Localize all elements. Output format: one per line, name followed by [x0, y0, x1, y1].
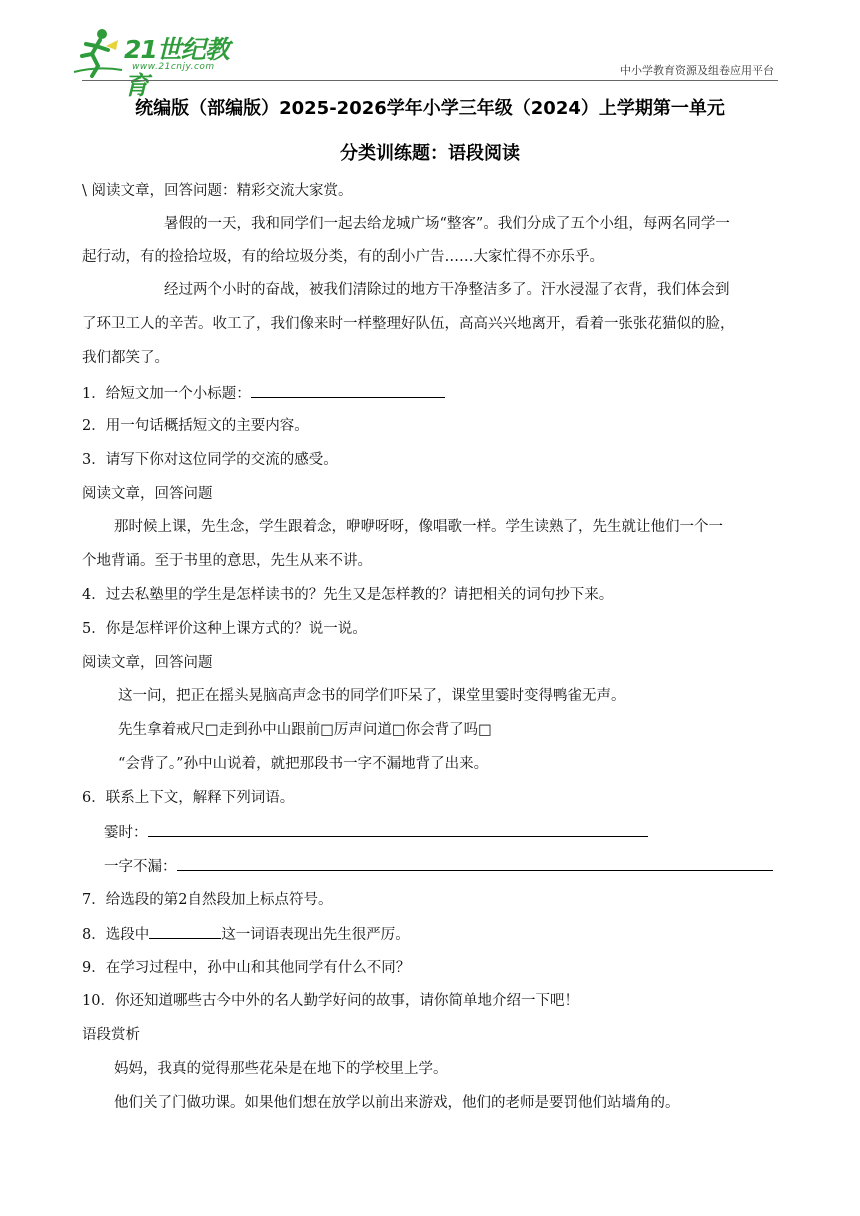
- answer-blank[interactable]: [177, 856, 773, 871]
- passage3-line: 这一问，把正在摇头晃脑高声念书的同学们吓呆了，课堂里霎时变得鸭雀无声。: [118, 688, 626, 704]
- question-6b-label: 一字不漏：: [104, 859, 177, 875]
- answer-blank[interactable]: [148, 822, 648, 837]
- passage4-line: 妈妈，我真的觉得那些花朵是在地下的学校里上学。: [114, 1061, 448, 1077]
- section-heading: 阅读文章，回答问题: [82, 486, 213, 502]
- question-5: 5．你是怎样评价这种上课方式的？说一说。: [82, 621, 367, 637]
- question-9: 9．在学习过程中，孙中山和其他同学有什么不同？: [82, 960, 411, 976]
- passage1-line: 暑假的一天，我和同学们一起去给龙城广场“整客”。我们分成了五个小组，每两名同学一: [164, 216, 730, 232]
- logo: [72, 26, 242, 100]
- passage2-line: 个地背诵。至于书里的意思，先生从来不讲。: [82, 553, 372, 569]
- question-4: 4．过去私塾里的学生是怎样读书的？先生又是怎样教的？请把相关的词句抄下来。: [82, 587, 614, 603]
- question-6a: [104, 822, 778, 843]
- question-2: 2．用一句话概括短文的主要内容。: [82, 418, 309, 434]
- section-heading: 阅读文章，回答问题: [82, 655, 213, 671]
- platform-label: 中小学教育资源及组卷应用平台: [620, 64, 774, 77]
- page-header: [0, 0, 860, 100]
- answer-blank[interactable]: [149, 924, 221, 939]
- question-1: [82, 383, 778, 404]
- question-7: 7．给选段的第2自然段加上标点符号。: [82, 892, 333, 908]
- passage3-line: 先生拿着戒尺□走到孙中山跟前□厉声问道□你会背了吗□: [118, 722, 492, 738]
- passage2-line: 那时候上课，先生念，学生跟着念，咿咿呀呀，像唱歌一样。学生读熟了，先生就让他们一个一: [114, 519, 723, 535]
- passage1-line: 我们都笑了。: [82, 350, 169, 366]
- question-8-text-a: 8．选段中: [82, 927, 150, 943]
- question-6: 6．联系上下文，解释下列词语。: [82, 790, 295, 806]
- answer-blank[interactable]: [251, 383, 445, 398]
- header-divider: [82, 80, 778, 81]
- section-heading: 语段赏析: [82, 1027, 140, 1043]
- question-1-text: 1．给短文加一个小标题：: [82, 386, 251, 402]
- question-8-text-b: 这一词语表现出先生很严厉。: [221, 927, 410, 943]
- runner-logo-icon: [72, 26, 124, 78]
- logo-text: 21世纪教育: [124, 35, 229, 100]
- question-8: [82, 924, 778, 945]
- logo-url: www.21cnjy.com: [132, 62, 215, 72]
- page-title: 统编版（部编版）2025-2026学年小学三年级（2024）上学期第一单元: [135, 98, 725, 119]
- question-3: 3．请写下你对这位同学的交流的感受。: [82, 452, 338, 468]
- passage1-line: 经过两个小时的奋战，被我们清除过的地方干净整洁多了。汗水浸湿了衣背，我们体会到: [164, 282, 730, 298]
- question-6b: [104, 856, 778, 877]
- page-subtitle: 分类训练题：语段阅读: [340, 143, 520, 164]
- question-6a-label: 霎时：: [104, 825, 148, 841]
- question-10: 10．你还知道哪些古今中外的名人勤学好问的故事，请你简单地介绍一下吧！: [82, 993, 579, 1009]
- passage1-line: 起行动，有的捡拾垃圾，有的给垃圾分类，有的刮小广告……大家忙得不亦乐乎。: [82, 249, 604, 265]
- passage1-line: 了环卫工人的辛苦。收工了，我们像来时一样整理好队伍，高高兴兴地离开，看着一张张花猫似的脸，: [82, 316, 735, 332]
- passage1-intro: \ 阅读文章，回答问题：精彩交流大家赏。: [82, 183, 353, 199]
- passage4-line: 他们关了门做功课。如果他们想在放学以前出来游戏，他们的老师是要罚他们站墙角的。: [114, 1095, 680, 1111]
- passage3-line: “会背了。”孙中山说着，就把那段书一字不漏地背了出来。: [118, 756, 489, 772]
